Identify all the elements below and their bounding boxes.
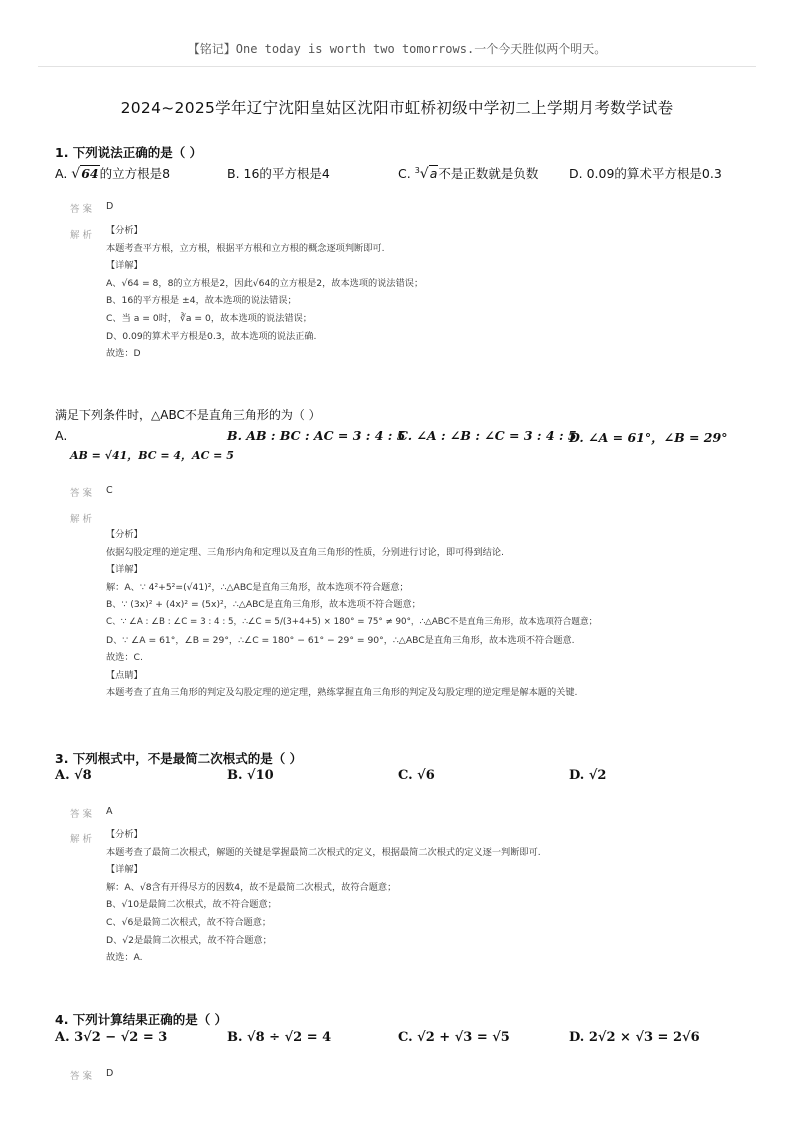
q1-answer-label: 答案 bbox=[70, 204, 96, 215]
explanation-line: 故选：A. bbox=[106, 952, 143, 964]
explanation-line: 【分析】 bbox=[106, 225, 143, 236]
q2-option-b[interactable]: B. AB : BC : AC = 3 : 4 : 5 bbox=[227, 428, 406, 443]
explanation-line: D、∵ ∠A = 61°，∠B = 29°，∴∠C = 180° − 61° − 29° = 90°，∴△ABC是直角三角形，故本选项不符合题意. bbox=[106, 634, 575, 646]
explanation-line: C、∵ ∠A : ∠B : ∠C = 3 : 4 : 5，∴∠C = 5/(3+4+5) × 180° = 75° ≠ 90°，∴△ABC不是直角三角形，故本选项符合题意； bbox=[106, 616, 598, 627]
q3-option-d[interactable]: D. √2 bbox=[569, 768, 607, 783]
q3-answer: A bbox=[106, 806, 113, 817]
q3-answer-label: 答案 bbox=[70, 809, 96, 820]
q1-option-a[interactable] bbox=[55, 164, 170, 182]
q3-analysis-label: 解析 bbox=[70, 834, 96, 845]
explanation-line: 本题考查了直角三角形的判定及勾股定理的逆定理，熟练掌握直角三角形的判定及勾股定理的逆定理是解本题的关键. bbox=[106, 687, 578, 699]
q4-answer: D bbox=[106, 1068, 114, 1079]
explanation-line: 【点睛】 bbox=[106, 669, 143, 681]
q3-option-c[interactable]: C. √6 bbox=[398, 768, 435, 783]
q3-stem: 3. 下列根式中，不是最简二次根式的是（ ） bbox=[55, 751, 303, 766]
q1-stem: 1. 下列说法正确的是（ ） bbox=[55, 145, 203, 160]
explanation-line: 故选：D bbox=[106, 348, 141, 360]
explanation-line: B、∵ (3x)² + (4x)² = (5x)²，∴△ABC是直角三角形，故本选项不符合题意； bbox=[106, 599, 421, 611]
q4-stem: 4. 下列计算结果正确的是（ ） bbox=[55, 1012, 228, 1027]
q4-option-a[interactable]: A. 3√2 − √2 = 3 bbox=[55, 1030, 168, 1045]
page-title: 2024~2025学年辽宁沈阳皇姑区沈阳市虹桥初级中学初二上学期月考数学试卷 bbox=[120, 99, 674, 117]
q2-option-a[interactable]: A. bbox=[55, 428, 68, 443]
explanation-line: 【分析】 bbox=[106, 829, 143, 840]
q3-option-b[interactable]: B. √10 bbox=[227, 768, 274, 783]
q2-analysis-label: 解析 bbox=[70, 514, 96, 525]
explanation-line: B、16的平方根是 ±4，故本选项的说法错误； bbox=[106, 295, 297, 307]
q1-explanation bbox=[106, 222, 423, 363]
explanation-line: 解：A、√8含有开得尽方的因数4，故不是最简二次根式，故符合题意； bbox=[106, 881, 397, 893]
explanation-line: 【详解】 bbox=[106, 864, 143, 876]
explanation-line: 本题考查平方根，立方根，根据平方根和立方根的概念逐项判断即可. bbox=[106, 242, 385, 254]
header-motto: 【铭记】One today is worth two tomorrows.一个今天胜似两个明天。 bbox=[187, 42, 607, 56]
q1-option-b[interactable]: B. 16的平方根是4 bbox=[227, 166, 330, 181]
q2-explanation bbox=[106, 526, 597, 702]
q2-option-d[interactable]: D. ∠A = 61°，∠B = 29° bbox=[569, 430, 728, 445]
q1-option-a-radicand: 64 bbox=[81, 166, 99, 181]
explanation-line: D、0.09的算术平方根是0.3，故本选项的说法正确. bbox=[106, 330, 317, 342]
q1-option-c-radicand: a bbox=[429, 166, 438, 181]
explanation-line: 【详解】 bbox=[106, 260, 143, 272]
q1-option-a-prefix: A. bbox=[55, 166, 72, 181]
q2-option-a-condition: AB = √41，BC = 4，AC = 5 bbox=[70, 449, 234, 462]
explanation-line: 解：A、∵ 4²+5²=(√41)²，∴△ABC是直角三角形，故本选项不符合题意； bbox=[106, 581, 409, 593]
q2-answer-label: 答案 bbox=[70, 488, 96, 499]
q1-option-a-suffix: 的立方根是8 bbox=[99, 166, 171, 181]
q2-stem: 满足下列条件时，△ABC不是直角三角形的为（ ） bbox=[55, 408, 321, 422]
q2-option-c[interactable]: C. ∠A : ∠B : ∠C = 3 : 4 : 5 bbox=[398, 428, 577, 443]
q4-answer-label: 答案 bbox=[70, 1071, 96, 1082]
explanation-line: 故选：C. bbox=[106, 652, 143, 664]
sqrt-sign: √ bbox=[419, 166, 429, 182]
explanation-line: C、当 a = 0时， ∛a = 0，故本选项的说法错误； bbox=[106, 312, 312, 324]
q4-option-c[interactable]: C. √2 + √3 = √5 bbox=[398, 1030, 510, 1045]
sqrt-sign: √ bbox=[71, 166, 81, 182]
q1-option-c-index: 3 bbox=[414, 165, 420, 175]
q1-option-c-suffix: 不是正数就是负数 bbox=[438, 166, 539, 181]
explanation-line: D、√2是最简二次根式，故不符合题意； bbox=[106, 934, 272, 946]
q1-option-c[interactable] bbox=[398, 164, 538, 182]
explanation-line: 依据勾股定理的逆定理、三角形内角和定理以及直角三角形的性质，分别进行讨论，即可得到结论. bbox=[106, 546, 504, 558]
explanation-line: 【分析】 bbox=[106, 529, 143, 540]
explanation-line: B、√10是最简二次根式，故不符合题意； bbox=[106, 899, 277, 911]
explanation-line: 本题考查了最简二次根式，解题的关键是掌握最简二次根式的定义，根据最简二次根式的定义逐一判断即可. bbox=[106, 846, 541, 858]
explanation-line: C、√6是最简二次根式，故不符合题意； bbox=[106, 916, 272, 928]
header-divider bbox=[38, 66, 756, 67]
q4-option-b[interactable]: B. √8 ÷ √2 = 4 bbox=[227, 1030, 332, 1045]
explanation-line: 【详解】 bbox=[106, 564, 143, 576]
explanation-line: A、√64 = 8，8的立方根是2，因此√64的立方根是2，故本选项的说法错误； bbox=[106, 277, 424, 289]
q4-option-d[interactable]: D. 2√2 × √3 = 2√6 bbox=[569, 1030, 700, 1045]
q1-option-d[interactable]: D. 0.09的算术平方根是0.3 bbox=[569, 166, 722, 181]
q3-explanation bbox=[106, 826, 541, 967]
q2-answer: C bbox=[106, 485, 113, 496]
q1-analysis-label: 解析 bbox=[70, 230, 96, 241]
q3-option-a[interactable]: A. √8 bbox=[55, 768, 92, 783]
q1-option-c-prefix: C. bbox=[398, 166, 415, 181]
q1-answer: D bbox=[106, 201, 114, 212]
